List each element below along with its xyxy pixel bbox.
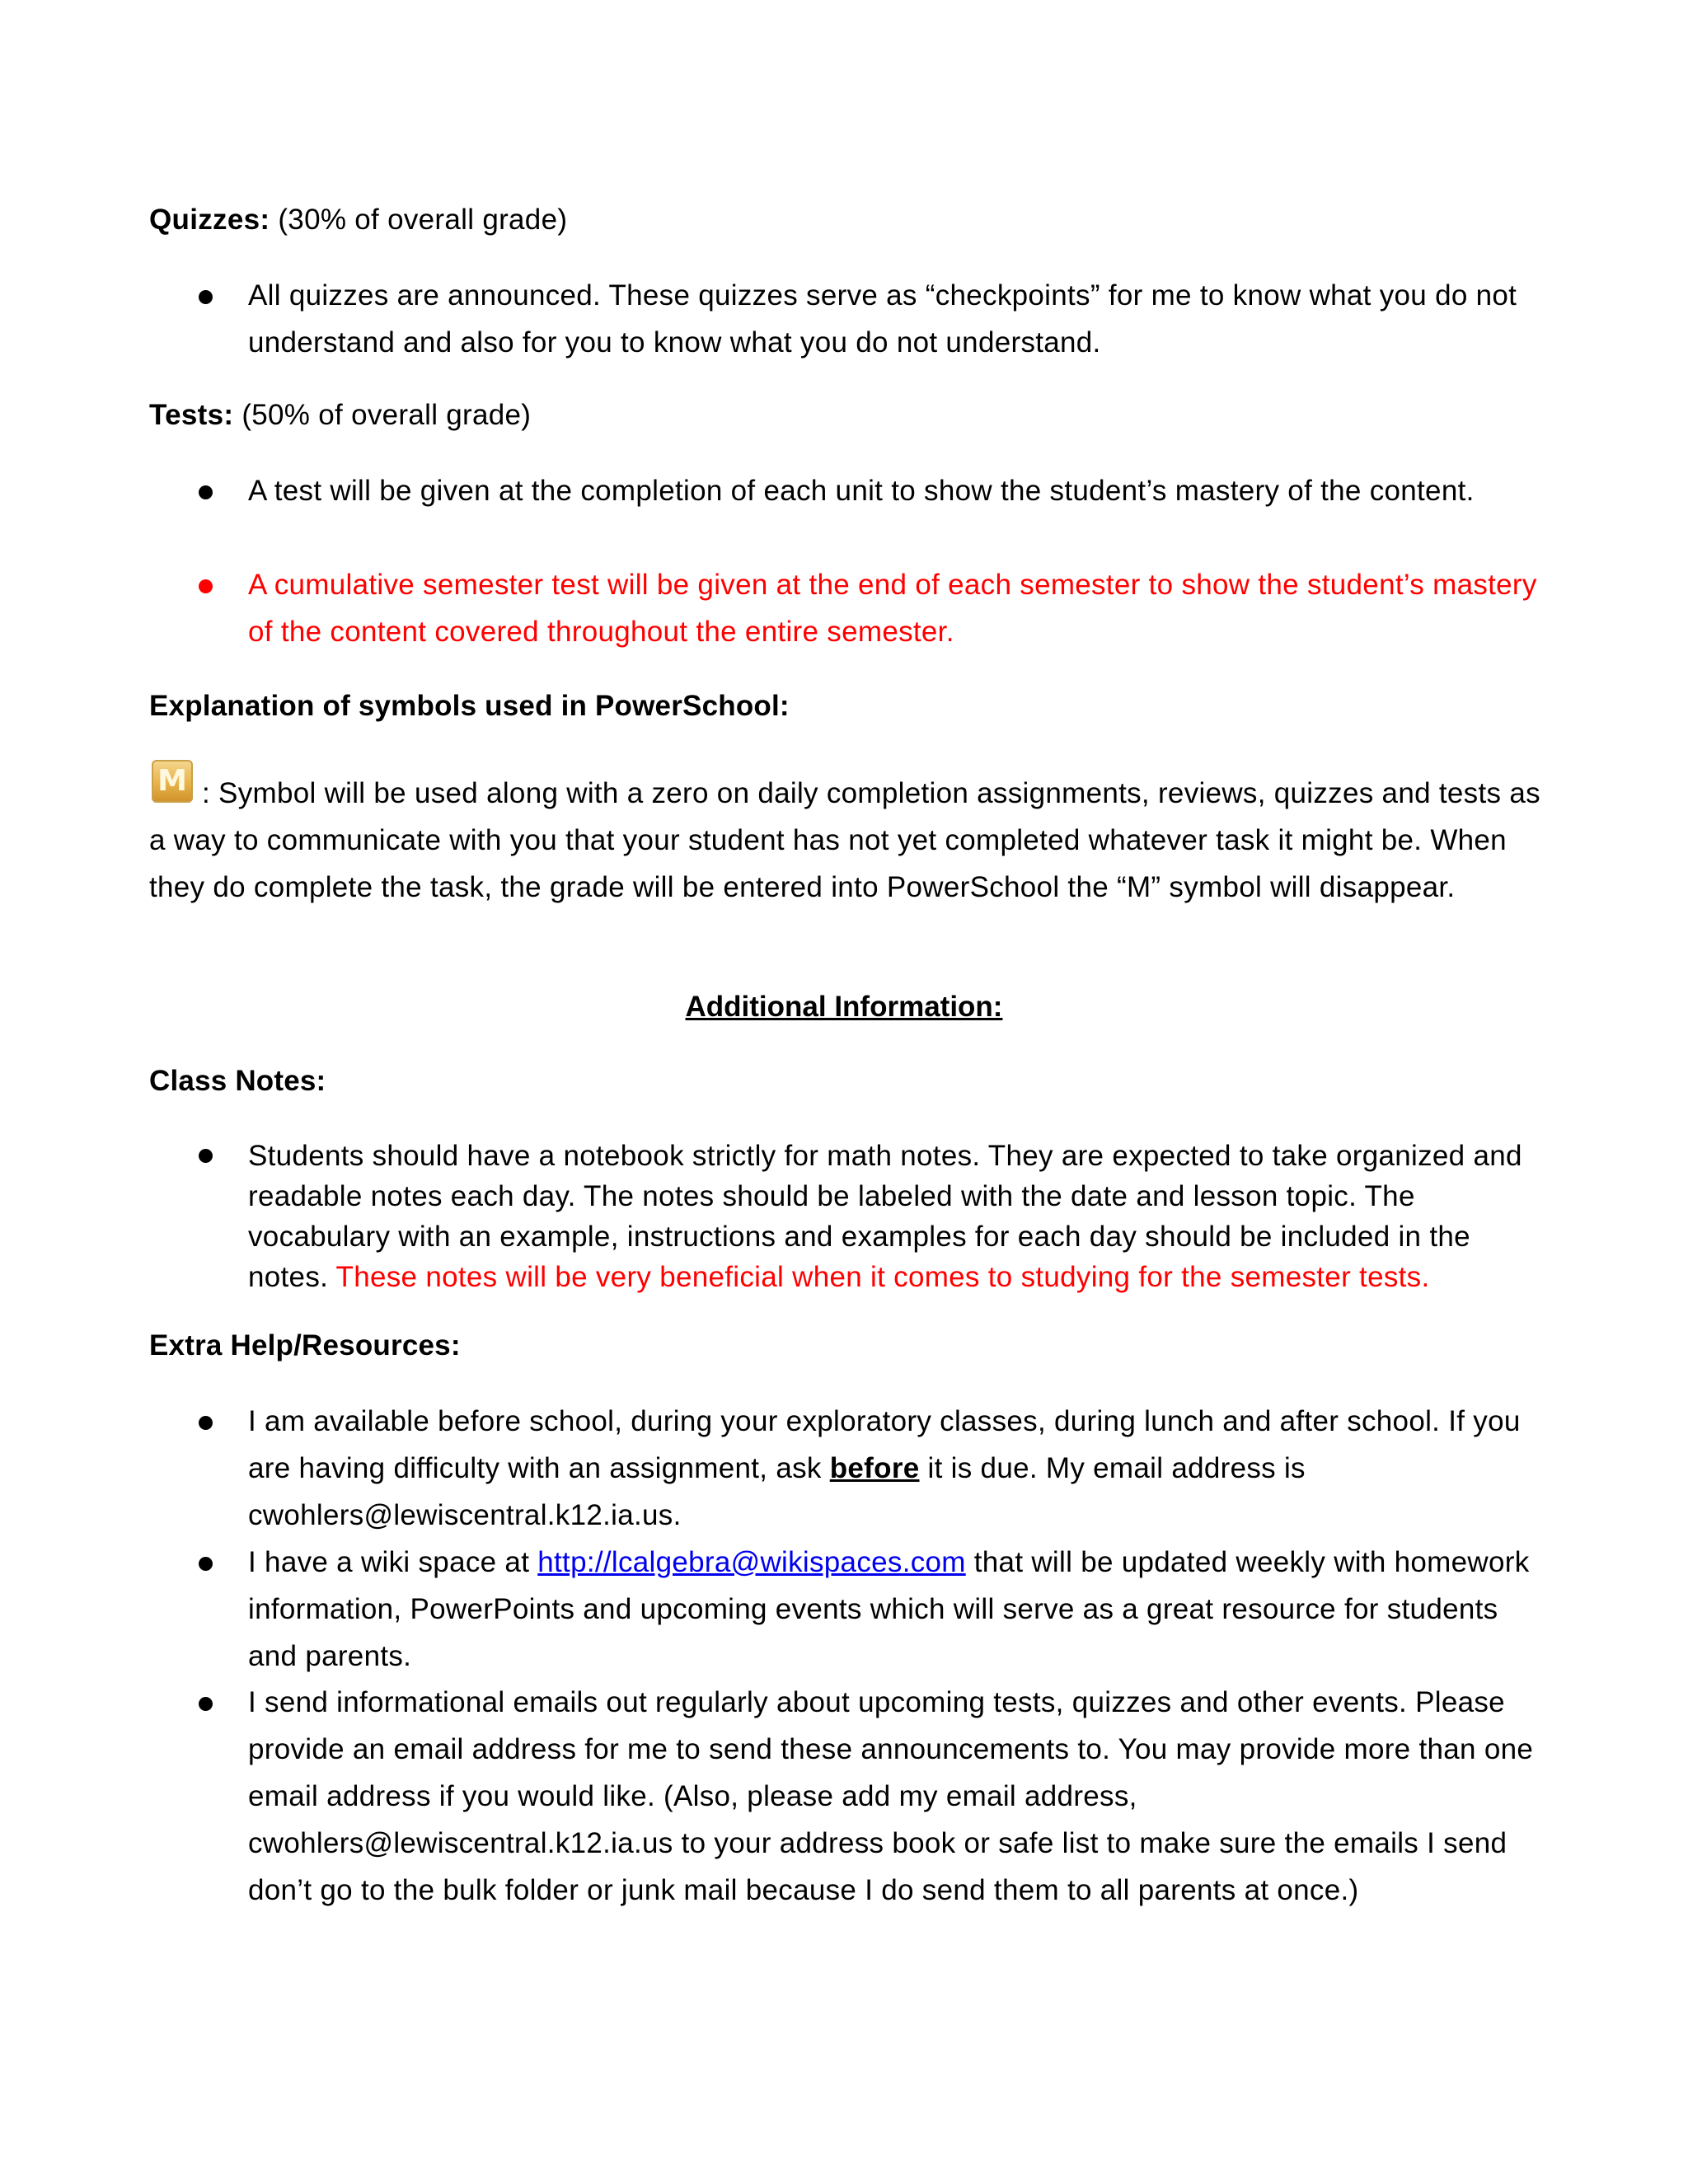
tests-bullet-2: A cumulative semester test will be given at the end of each semester to show the student’s mastery of the content covered throughout the entire semester. <box>248 569 1537 648</box>
symbols-explanation: : Symbol will be used along with a zero on daily completion assignments, reviews, quizzes and tests as a way to communicate with you that your student has not yet completed whatever task it might be. When they do complete the task, the grade will be entered into PowerSchool the “M” symbol will disappear. <box>149 777 1540 903</box>
bullet-icon <box>199 1149 213 1163</box>
class-notes-bullet-highlight: These notes will be very beneficial when it comes to studying for the semester tests. <box>335 1261 1430 1293</box>
missing-m-icon: M <box>152 760 193 803</box>
extra-help-bullet-3: I send informational emails out regularly about upcoming tests, quizzes and other events. Please provide an email address for me to send these announcements to. You may provide more than one email address if you would like. (Also, please add my email address, cwohlers@lewiscentral.k12.ia.us to your address book or safe list to make sure the emails I send don’t go to the bulk folder or junk mail because I do send them to all parents at once.) <box>248 1686 1534 1906</box>
extra-help-bullet-1-text: I am available before school, during your exploratory classes, during lunch and after school. If you are having difficulty with an assignment, ask <box>248 1405 1521 1484</box>
additional-information-heading: Additional Information: <box>685 991 1003 1023</box>
bullet-icon <box>199 1416 213 1430</box>
quizzes-line <box>149 196 1550 243</box>
tests-heading: Tests: <box>149 399 234 431</box>
extra-help-bullet-2-rest: that will be updated weekly with homework information, PowerPoints and upcoming events which will serve as a great resource for students and parents. <box>248 1546 1530 1672</box>
tests-bullet-1: A test will be given at the completion of each unit to show the student’s mastery of the content. <box>248 475 1475 507</box>
bullet-icon <box>199 485 213 499</box>
symbols-heading: Explanation of symbols used in PowerSchool: <box>149 690 790 722</box>
extra-help-bullet-1 <box>248 1398 1550 1539</box>
extra-help-bullet-1-rest: it is due. My email address is cwohlers@lewiscentral.k12.ia.us. <box>248 1452 1306 1531</box>
bullet-icon <box>199 579 213 593</box>
extra-help-heading: Extra Help/Resources: <box>149 1329 461 1361</box>
quizzes-heading: Quizzes: <box>149 204 270 236</box>
bullet-icon <box>199 1697 213 1711</box>
bullet-icon <box>199 290 213 304</box>
bullet-icon <box>199 1557 213 1571</box>
extra-help-bullet-2-text: I have a wiki space at <box>248 1546 538 1578</box>
quizzes-weight: (30% of overall grade) <box>270 204 568 236</box>
class-notes-bullet <box>248 1136 1550 1297</box>
before-emphasis: before <box>829 1452 920 1484</box>
tests-line <box>149 391 1550 438</box>
class-notes-heading: Class Notes: <box>149 1065 326 1097</box>
wiki-link[interactable]: http://lcalgebra@wikispaces.com <box>537 1546 966 1578</box>
tests-weight: (50% of overall grade) <box>233 399 532 431</box>
class-notes-bullet-text: Students should have a notebook strictly for math notes. They are expected to take organized and readable notes each day. The notes should be labeled with the date and lesson topic. The vocabulary with an example, instructions and examples for each day should be included in the notes. <box>248 1140 1522 1293</box>
quizzes-bullet-1: All quizzes are announced. These quizzes serve as “checkpoints” for me to know what you do not understand and also for you to know what you do not understand. <box>248 279 1517 359</box>
extra-help-bullet-2 <box>248 1539 1550 1680</box>
